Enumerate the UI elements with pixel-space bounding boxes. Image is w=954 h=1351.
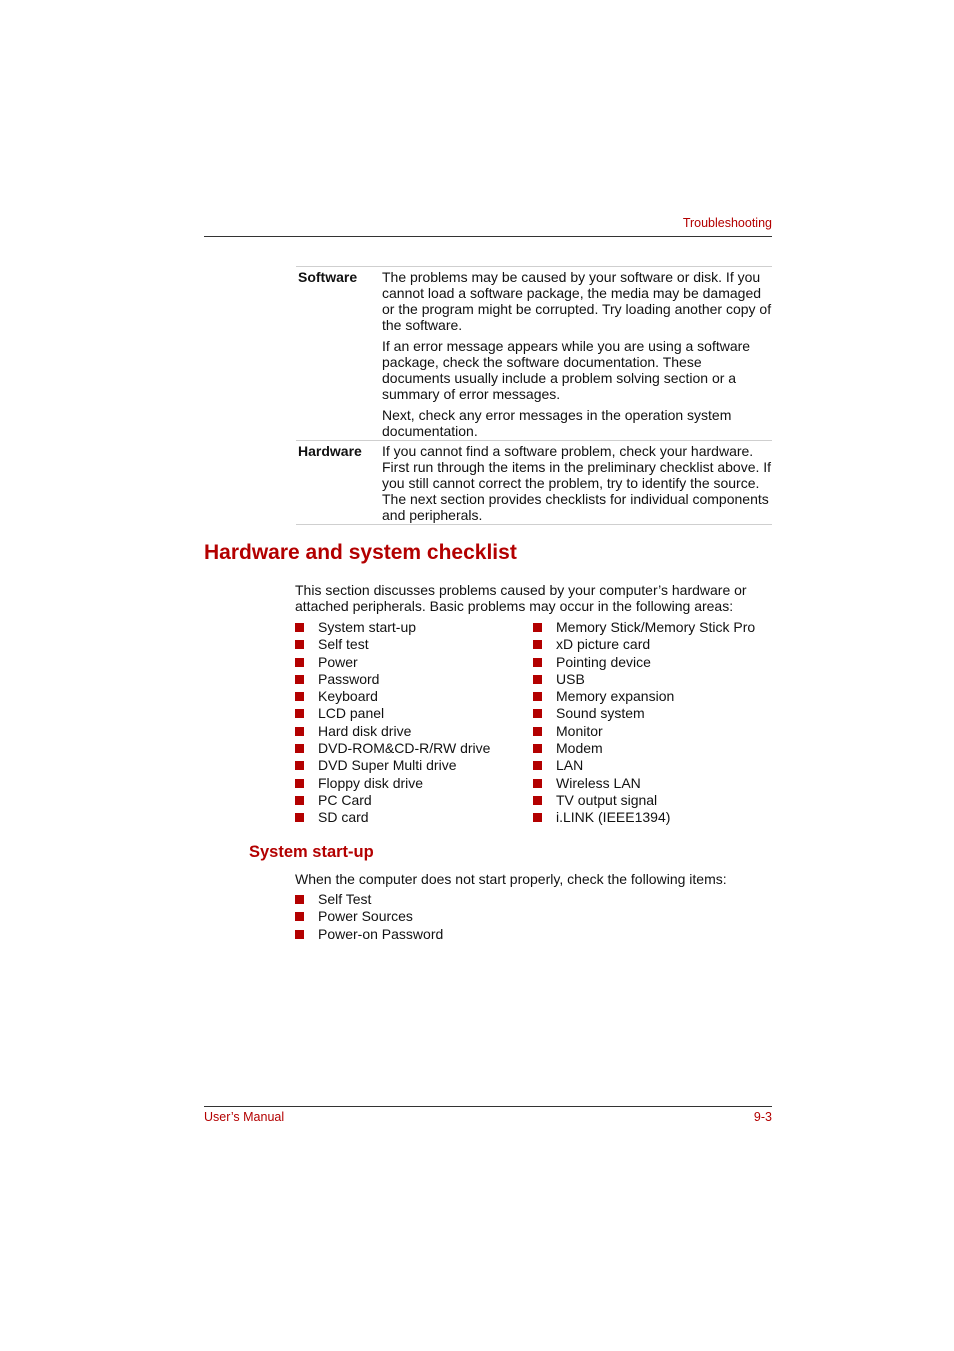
list-item: Hard disk drive <box>295 723 525 740</box>
subsection-text: When the computer does not start properly, check the following items: <box>295 871 727 887</box>
list-item: Self Test <box>295 891 595 908</box>
row-description <box>382 441 772 525</box>
list-item: Memory Stick/Memory Stick Pro <box>533 619 773 636</box>
list-item: Modem <box>533 740 773 757</box>
list-item: Self test <box>295 636 525 653</box>
list-item: Wireless LAN <box>533 775 773 792</box>
paragraph: The problems may be caused by your software or disk. If you cannot load a software package, the media may be damaged or the program might be corrupted. Try loading another copy of the software. <box>382 269 772 333</box>
checklist-left-column <box>295 619 525 827</box>
list-item: Keyboard <box>295 688 525 705</box>
paragraph: If you cannot find a software problem, check your hardware. First run through the items in the preliminary checklist above. If you still cannot correct the problem, try to identify the source. The next section provides checklists for individual components and peripherals. <box>382 443 772 523</box>
list-item: i.LINK (IEEE1394) <box>533 809 773 826</box>
list-item: Password <box>295 671 525 688</box>
paragraph: Next, check any error messages in the operation system documentation. <box>382 407 732 439</box>
list-item: System start-up <box>295 619 525 636</box>
list-item: DVD Super Multi drive <box>295 757 525 774</box>
list-item: USB <box>533 671 773 688</box>
checklist-right-column <box>533 619 773 827</box>
footer-manual-title: User’s Manual <box>204 1110 285 1124</box>
footer-divider <box>204 1106 772 1107</box>
list-item: Memory expansion <box>533 688 773 705</box>
startup-checklist <box>295 891 595 943</box>
list-item: xD picture card <box>533 636 773 653</box>
list-item: SD card <box>295 809 525 826</box>
list-item: DVD-ROM&CD-R/RW drive <box>295 740 525 757</box>
footer-page-number: 9-3 <box>753 1110 772 1124</box>
list-item: PC Card <box>295 792 525 809</box>
list-item: LAN <box>533 757 773 774</box>
list-item: Power Sources <box>295 908 595 925</box>
list-item: Floppy disk drive <box>295 775 525 792</box>
row-label-hardware: Hardware <box>298 443 362 459</box>
table-row <box>296 441 772 525</box>
header-divider <box>204 236 772 237</box>
list-item: Power-on Password <box>295 926 595 943</box>
list-item: Monitor <box>533 723 773 740</box>
section-intro: This section discusses problems caused by your computer’s hardware or attached peripherals. Basic problems may occur in the following areas: <box>295 582 747 614</box>
row-label-software: Software <box>298 269 358 285</box>
list-item: Power <box>295 654 525 671</box>
table-row <box>296 267 772 441</box>
list-item: Sound system <box>533 705 773 722</box>
list-item: Pointing device <box>533 654 773 671</box>
paragraph: If an error message appears while you are using a software package, check the software documentation. These documents usually include a problem solving section or a summary of error messages. <box>382 338 751 402</box>
row-description <box>382 267 772 441</box>
troubleshooting-table <box>296 266 772 525</box>
subsection-title: System start-up <box>249 843 374 861</box>
section-title: Hardware and system checklist <box>204 541 517 564</box>
header-title: Troubleshooting <box>682 216 772 230</box>
list-item: LCD panel <box>295 705 525 722</box>
list-item: TV output signal <box>533 792 773 809</box>
